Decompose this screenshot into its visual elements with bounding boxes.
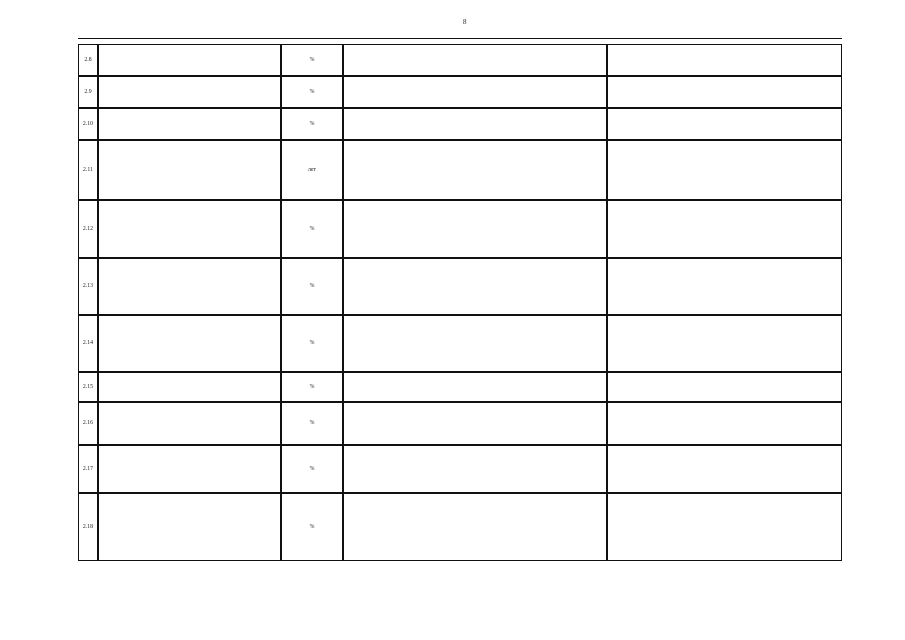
row-5-source-cell (607, 200, 842, 258)
row-3-method-cell (343, 108, 607, 140)
row-4-unit-cell: лет (281, 140, 343, 200)
row-10-method-cell (343, 445, 607, 493)
row-9-source-cell (607, 402, 842, 445)
row-7-source-cell (607, 315, 842, 372)
row-6-name-cell (98, 258, 281, 315)
row-2-unit-cell: % (281, 76, 343, 108)
row-6-source-cell (607, 258, 842, 315)
row-11-method-cell (343, 493, 607, 561)
row-7-name-cell (98, 315, 281, 372)
row-1-name-cell (98, 44, 281, 76)
row-9-unit-cell: % (281, 402, 343, 445)
row-5-method-cell (343, 200, 607, 258)
page-number: 8 (463, 18, 467, 26)
row-6-unit-cell: % (281, 258, 343, 315)
row-11-num-cell: 2.18 (78, 493, 98, 561)
row-8-method-cell (343, 372, 607, 402)
row-3-unit-cell: % (281, 108, 343, 140)
row-8-unit-cell: % (281, 372, 343, 402)
row-4-num-cell: 2.11 (78, 140, 98, 200)
row-8-num-cell: 2.15 (78, 372, 98, 402)
row-9-num-cell: 2.16 (78, 402, 98, 445)
row-7-unit-cell: % (281, 315, 343, 372)
row-2-num-cell: 2.9 (78, 76, 98, 108)
row-9-name-cell (98, 402, 281, 445)
row-3-num-cell: 2.10 (78, 108, 98, 140)
row-2-source-cell (607, 76, 842, 108)
row-10-source-cell (607, 445, 842, 493)
row-8-name-cell (98, 372, 281, 402)
row-11-name-cell (98, 493, 281, 561)
row-6-method-cell (343, 258, 607, 315)
row-1-source-cell (607, 44, 842, 76)
row-5-unit-cell: % (281, 200, 343, 258)
row-4-source-cell (607, 140, 842, 200)
row-1-method-cell (343, 44, 607, 76)
row-7-num-cell: 2.14 (78, 315, 98, 372)
row-1-unit-cell: % (281, 44, 343, 76)
row-5-name-cell (98, 200, 281, 258)
row-10-num-cell: 2.17 (78, 445, 98, 493)
row-11-unit-cell: % (281, 493, 343, 561)
row-6-num-cell: 2.13 (78, 258, 98, 315)
row-8-source-cell (607, 372, 842, 402)
row-1-num-cell: 2.8 (78, 44, 98, 76)
row-4-name-cell (98, 140, 281, 200)
row-10-name-cell (98, 445, 281, 493)
top-rule (78, 38, 842, 39)
row-2-name-cell (98, 76, 281, 108)
row-3-source-cell (607, 108, 842, 140)
row-2-method-cell (343, 76, 607, 108)
row-10-unit-cell: % (281, 445, 343, 493)
row-7-method-cell (343, 315, 607, 372)
row-4-method-cell (343, 140, 607, 200)
row-3-name-cell (98, 108, 281, 140)
row-11-source-cell (607, 493, 842, 561)
row-9-method-cell (343, 402, 607, 445)
row-5-num-cell: 2.12 (78, 200, 98, 258)
